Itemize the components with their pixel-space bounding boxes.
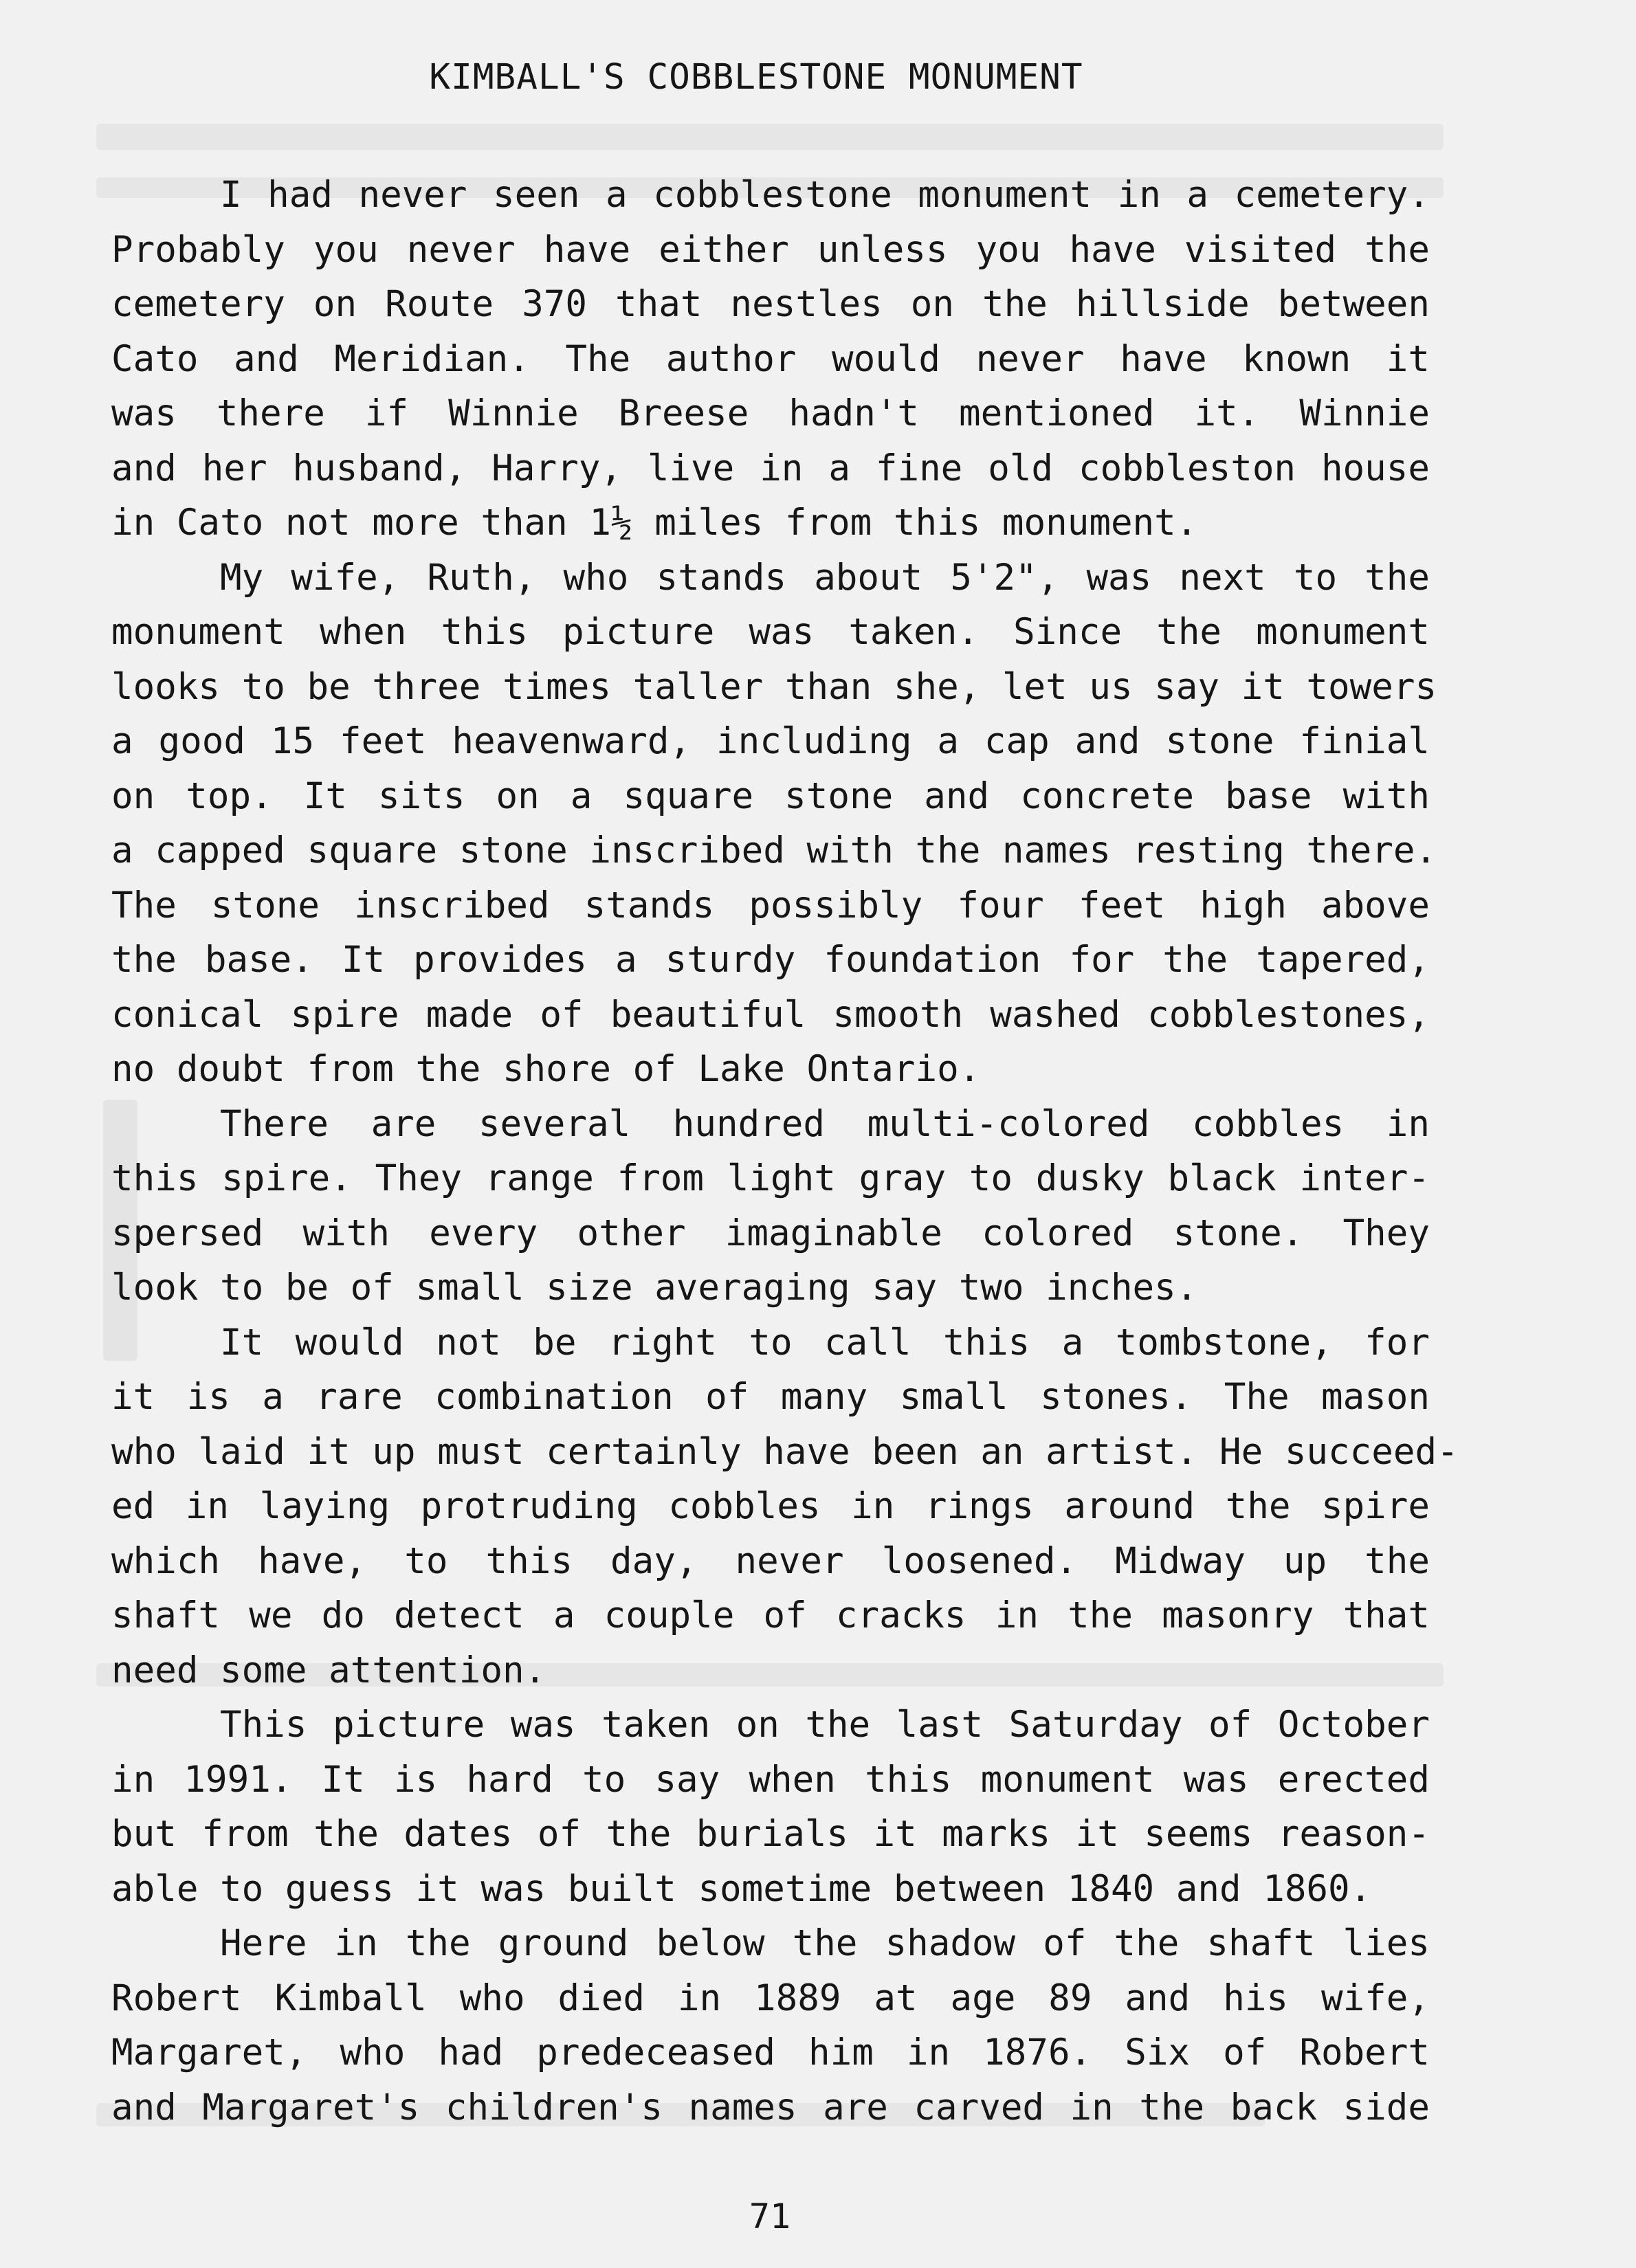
page-title: KIMBALL'S COBBLESTONE MONUMENT (429, 57, 1083, 98)
text-line: conical spire made of beautiful smooth washed cobblestones, (111, 993, 1430, 1036)
text-line: was there if Winnie Breese hadn't mentioned it. Winnie (111, 392, 1430, 434)
text-line: able to guess it was built sometime between 1840 and 1860. (111, 1867, 1372, 1910)
text-line: in 1991. It is hard to say when this monument was erected (111, 1758, 1430, 1801)
text-line: on top. It sits on a square stone and concrete base with (111, 775, 1430, 817)
text-line: This picture was taken on the last Saturday of October (220, 1704, 1430, 1746)
text-line: ed in laying protruding cobbles in rings around the spire (111, 1485, 1430, 1527)
text-line: a capped square stone inscribed with the names resting there. (111, 830, 1437, 871)
text-line: spersed with every other imaginable colored stone. They (111, 1212, 1430, 1254)
text-line: and her husband, Harry, live in a fine old cobbleston house (111, 447, 1430, 489)
text-line: this spire. They range from light gray to dusky black inter- (111, 1157, 1430, 1199)
text-line: which have, to this day, never loosened. Midway up the (111, 1539, 1430, 1582)
text-line: cemetery on Route 370 that nestles on the hillside between (111, 283, 1430, 325)
text-line: a good 15 feet heavenward, including a cap and stone finial (111, 720, 1430, 762)
text-line: look to be of small size averaging say two inches. (111, 1267, 1198, 1309)
text-line: shaft we do detect a couple of cracks in the masonry that (111, 1594, 1430, 1636)
text-line: There are several hundred multi-colored cobbles in (220, 1102, 1430, 1145)
text-line: Robert Kimball who died in 1889 at age 89 and his wife, (111, 1977, 1430, 2019)
text-line: I had never seen a cobblestone monument in a cemetery. (220, 174, 1430, 216)
text-line: no doubt from the shore of Lake Ontario. (111, 1048, 981, 1090)
text-line: need some attention. (111, 1649, 546, 1691)
text-line: Probably you never have either unless you have visited the (111, 228, 1430, 271)
text-line: looks to be three times taller than she, let us say it towers (111, 665, 1437, 708)
text-line: the base. It provides a sturdy foundation for the tapered, (111, 939, 1430, 981)
text-line: It would not be right to call this a tombstone, for (220, 1321, 1430, 1364)
text-line: it is a rare combination of many small stones. The mason (111, 1376, 1430, 1418)
text-line: monument when this picture was taken. Since the monument (111, 611, 1430, 653)
text-line: Here in the ground below the shadow of the shaft lies (220, 1922, 1430, 1964)
text-line: in Cato not more than 1½ miles from this monument. (111, 502, 1198, 544)
text-line: and Margaret's children's names are carved in the back side (111, 2086, 1430, 2128)
text-line: Cato and Meridian. The author would never have known it (111, 337, 1430, 380)
text-line: Margaret, who had predeceased him in 1876. Six of Robert (111, 2032, 1430, 2074)
text-line: who laid it up must certainly have been an artist. He succeed- (111, 1430, 1459, 1473)
text-line: but from the dates of the burials it marks it seems reason- (111, 1813, 1430, 1855)
page-number: 71 (749, 2197, 791, 2236)
article-body (111, 168, 1459, 2135)
text-line: My wife, Ruth, who stands about 5'2", was next to the (220, 556, 1430, 599)
text-line: The stone inscribed stands possibly four feet high above (111, 884, 1430, 926)
